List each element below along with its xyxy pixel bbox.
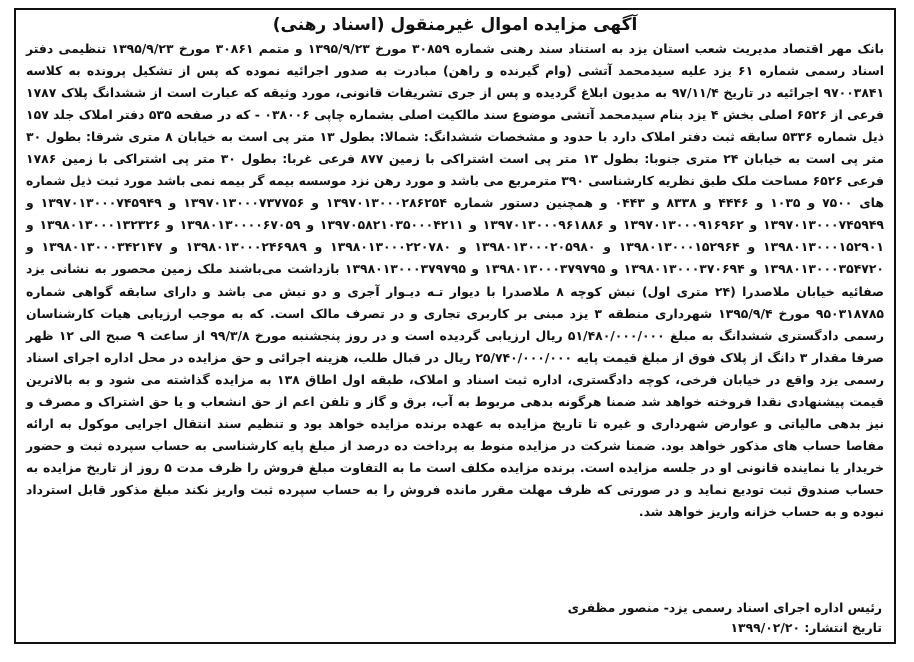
notice-footer xyxy=(28,598,882,638)
auction-notice xyxy=(14,8,896,644)
notice-title: آگهی مزایده اموال غیرمنقول (اسناد رهنی) xyxy=(272,15,638,35)
page-bottom-margin xyxy=(0,648,914,662)
signature: رئیس اداره اجرای اسناد رسمی یزد- منصور مظفری xyxy=(567,600,882,615)
publish-date: تاریخ انتشار: ۱۳۹۹/۰۲/۲۰ xyxy=(730,620,882,635)
notice-body: بانک مهر اقتصاد مدیریت شعب استان یزد به استناد سند رهنی شماره ۳۰۸۵۹ مورخ ۱۳۹۵/۹/۲۳ و متمم ۳۰۸۶۱ مورخ ۱۳۹۵/۹/۲۳ تنظیمی دفتر اسناد رسمی شماره ۶۱ یزد علیه سیدمحمد آتشی (وام گیرنده و راهن) مبادرت به صدور اجرائیه نموده که پس از تشکیل پرونده به کلاسه ۹۷۰۰۳۸۴۱ اجرائیه در تاریخ ۹۷/۱۱/۴ به مدیون ابلاغ گردیده و پس از جری تشریفات قانونی، مورد وثیقه که عبارت است از ششدانگ پلاک ۱۷۸۷ فرعی از ۶۵۲۶ اصلی بخش ۴ یزد بنام سیدمحمد آتشی موضوع سند مالکیت اصلی بشماره چاپی ۰۳۸۰۰۶ - که در صفحه ۵۳۵ دفتر املاک جلد ۱۵۷ ذیل شماره ۵۳۳۶ سابقه ثبت دفتر املاک دارد با حدود و مشخصات ششدانگ: شمالا: بطول ۱۳ متر پی است به خیابان ۸ متری شرقا: بطول ۳۰ متر پی است به خیابان ۲۴ متری جنوبا: بطول ۱۳ متر پی است اشتراکی با زمین ۸۷۷ فرعی غربا: بطول ۳۰ متر پی اشتراکی با زمین ۱۷۸۶ فرعی ۶۵۲۶ مساحت ملک طبق نظریه کارشناسی ۳۹۰ مترمربع می باشد و مورد رهن نزد موسسه بیمه گر بیمه نمی باشد مورد ثبت ذیل شماره های ۷۵۰۰ و ۱۰۳۵ و ۴۴۴۶ و ۸۳۳۸ و ۰۴۴۳ و همچنین دستور شماره ۱۳۹۷۰۱۳۰۰۰۲۸۶۲۵۴ و ۱۳۹۷۰۱۳۰۰۰۷۳۷۷۵۶ و ۱۳۹۷۰۱۳۰۰۰۷۴۵۹۴۹ و ۱۳۹۷۰۱۳۰۰۰۷۴۵۹۴۹ و ۱۳۹۷۰۱۳۰۰۰۹۱۶۹۶۲ و ۱۳۹۷۰۱۳۰۰۰۹۶۱۸۸۶ و ۱۳۹۷۰۵۸۲۱۰۳۵۰۰۰۴۲۱۱ و ۱۳۹۸۰۱۳۰۰۰۰۶۷۰۵۹ و ۱۳۹۸۰۱۳۰۰۰۱۳۲۳۲۶ و ۱۳۹۸۰۱۳۰۰۰۱۵۲۹۰۱ و ۱۳۹۸۰۱۳۰۰۰۱۵۲۹۶۴ و ۱۳۹۸۰۱۳۰۰۰۲۰۵۹۸۰ و ۱۳۹۸۰۱۳۰۰۰۲۲۰۷۸۰ و ۱۳۹۸۰۱۳۰۰۰۲۴۶۹۸۹ و ۱۳۹۸۰۱۳۰۰۰۳۴۲۱۴۷ و ۱۳۹۸۰۱۳۰۰۰۳۵۴۷۲۰ و ۱۳۹۸۰۱۳۰۰۰۳۷۰۶۹۴ و ۱۳۹۸۰۱۳۰۰۰۳۷۹۷۹۵ و ۱۳۹۸۰۱۳۰۰۰۳۷۹۷۹۵ بازداشت می‌باشند ملک زمین محصور به نشانی یزد صفائیه خیابان ملاصدرا (۲۴ متری اول) نبش کوچه ۸ ملاصدرا با دیوار تـه دیـوار آجری و دو نبش می باشد و دارای سابقه گواهی شماره ۹۵۰۳۱۸۷۸۵ مورخ ۱۳۹۵/۹/۴ شهرداری منطقه ۳ یزد مبنی بر کاربری تجاری و در تصرف مالک است. که به موجب ارزیابی هیات کارشناسان رسمی دادگستری ششدانگ به مبلغ ۵۱/۴۸۰/۰۰۰/۰۰۰ ریال ارزیابی گردیده است و در روز پنجشنبه مورخ ۹۹/۳/۸ از ساعت ۹ صبح الی ۱۲ ظهر صرفا مقدار ۳ دانگ از پلاک فوق از مبلغ قیمت پایه ۲۵/۷۴۰/۰۰۰/۰۰۰ ریال در قبال طلب، هزینه اجرائی و حق مزایده در محل اداره اجرای اسناد رسمی یزد واقع در خیابان فرخی، کوچه دادگستری، اداره ثبت اسناد و املاک، طبقه اول اطاق ۱۳۸ به مزایده گذاشته می شود و به بالاترین قیمت پیشنهادی نقدا فروخته خواهد شد ضمنا هرگونه بدهی مربوط به آب، برق و گاز و تلفن اعم از حق انشعاب و یا حق اشتراک و مصرف و نیز بدهی مالیاتی و عوارض شهرداری و غیره تا تاریخ مزایده به عهده برنده مزایده خواهد بود و تنظیم سند انتقال اجرایی موکول به ارائه مفاصا حساب های مذکور خواهد بود. ضمنا شرکت در مزایده منوط به پرداخت ده درصد از مبلغ پایه کارشناسی به حساب سپرده ثبت و حضور خریدار یا نماینده قانونی او در جلسه مزایده است. برنده مزایده مکلف است ما به التفاوت مبلغ فروش را ظرف مدت ۵ روز از تاریخ مزایده به حساب صندوق ثبت تودیع نماید و در صورتی که ظرف مهلت مقرر مانده فروش را به حساب سپرده ثبت واریز نکند مبلغ مذکور قابل استرداد نبوده و به حساب خزانه واریز خواهد شد. xyxy=(26,41,885,519)
footer-block xyxy=(568,598,882,638)
